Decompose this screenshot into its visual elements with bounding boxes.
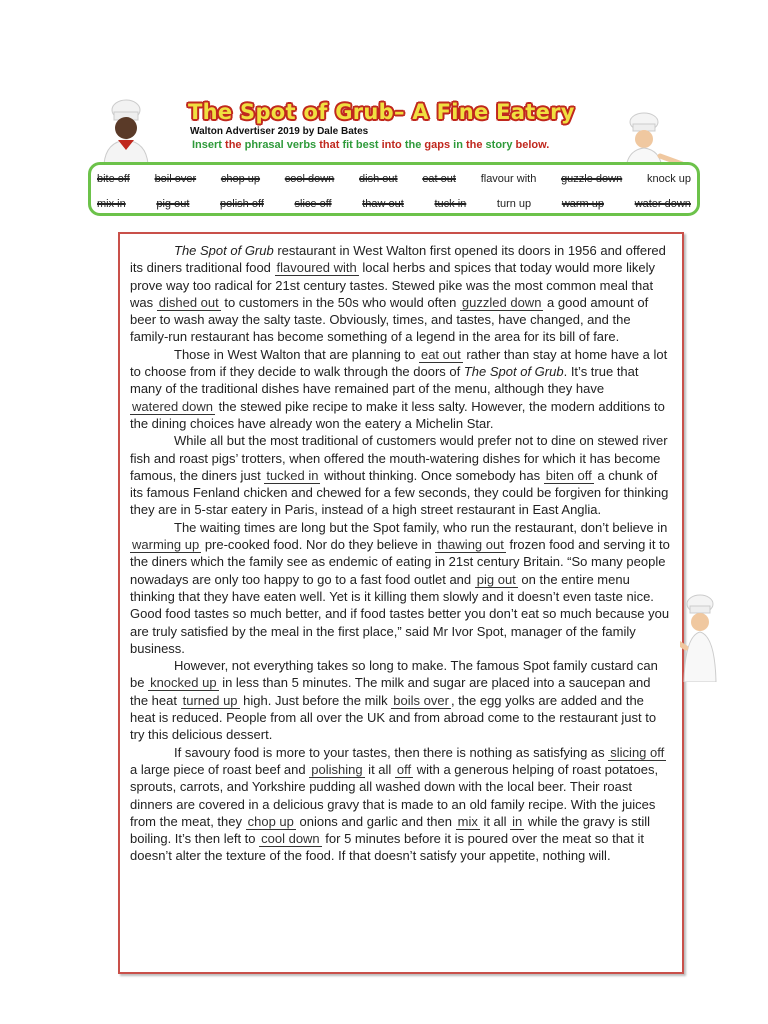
word-bank-item: chop up bbox=[220, 173, 261, 185]
word-bank-item: knock up bbox=[646, 173, 691, 185]
story-box bbox=[118, 232, 684, 974]
word-bank-item: water down bbox=[634, 198, 691, 210]
chef-illustration-right bbox=[604, 112, 684, 168]
word-bank-item: thaw out bbox=[362, 198, 404, 210]
answer-blank[interactable]: thawing out bbox=[437, 537, 504, 553]
word-bank-item: mix in bbox=[97, 198, 126, 210]
chef-illustration-left bbox=[96, 98, 156, 164]
answer-blank[interactable]: off bbox=[396, 761, 412, 777]
word-bank-item: warm up bbox=[561, 198, 604, 210]
story-paragraph: The Spot of Grub restaurant in West Walton first opened its doors in 1956 and offered its diners traditional food flavoured with local herbs and spices that today would more likely prove way too radical for 21st century tastes. Stewed pike was the most common meal that was dished out to customers in the 50s who would often guzzled down a good amount of beer to wash away the salty taste. Obviously, times, and tastes, have changed, and the family-run restaurant has become something of a legend in the area for its bill of fare. bbox=[130, 243, 666, 345]
answer-blank[interactable]: mix bbox=[457, 813, 478, 829]
word-bank-item: cool down bbox=[284, 173, 335, 185]
answer-blank[interactable]: in bbox=[512, 813, 523, 829]
answer-blank[interactable]: dished out bbox=[158, 294, 219, 310]
answer-blank[interactable]: warming up bbox=[132, 537, 200, 553]
word-bank-item: pig out bbox=[156, 198, 190, 210]
answer-blank[interactable]: cool down bbox=[261, 831, 320, 847]
word-bank-item: tuck in bbox=[434, 198, 467, 210]
answer-blank[interactable]: chop up bbox=[247, 813, 294, 829]
answer-blank[interactable]: polishing bbox=[311, 761, 363, 777]
answer-blank[interactable]: guzzled down bbox=[461, 294, 542, 310]
chef-illustration-side bbox=[680, 592, 720, 682]
word-bank-item: bite off bbox=[97, 173, 130, 185]
answer-blank[interactable]: watered down bbox=[132, 398, 213, 414]
word-bank-item: slice off bbox=[294, 198, 332, 210]
page-title: The Spot of Grub– A Fine Eatery bbox=[188, 100, 575, 124]
answer-blank[interactable]: flavoured with bbox=[276, 260, 357, 276]
story-paragraph: Those in West Walton that are planning to eat out rather than stay at home have a lot to choose from if they decide to walk through the doors of The Spot of Grub. It’s true that many of the traditional dishes have remained part of the menu, although they have watered down the stewed pike recipe to make it less salty. However, the modern additions to the dining choices have already won the eatery a Michelin Star. bbox=[130, 346, 668, 431]
story-paragraph: The waiting times are long but the Spot family, who run the restaurant, don’t believe in warming up pre-cooked food. Nor do they believe in thawing out frozen food and serving it to the diners which the family see as endemic of eating in 21st century Britain. “So many people nowadays are only too happy to go to a fast food outlet and pig out on the entire menu thinking that they have eaten well. Yet is it killing them slowly and it doesn’t even taste nice. Good food tastes so much better, and if food tastes better you don’t eat so much because you are truly satisfied by the meal in the first place,” said Mr Ivor Spot, manager of the family business. bbox=[130, 519, 670, 656]
word-bank-row-2 bbox=[97, 198, 691, 210]
story-paragraph: While all but the most traditional of customers would prefer not to dine on stewed river fish and roast pigs’ trotters, when offered the mouth-watering dishes for which it has become famous, the diners just tucked in without thinking. Once somebody has biten off a chunk of its famous Fenland chicken and chewed for a few seconds, they could be forgiven for thinking they are in 5-star eatery in Paris, instead of a high street restaurant in East Anglia. bbox=[130, 433, 669, 518]
word-bank-item: turn up bbox=[496, 198, 532, 210]
story-paragraph: If savoury food is more to your tastes, then there is nothing as satisfying as slicing off a large piece of roast beef and polishing it all off with a generous helping of roast potatoes, sprouts, carrots, and Yorkshire pudding all washed down with the local beer. Their roast dinners are covered in a delicious gravy that is made to an old family recipe. With the juices from the meat, they chop up onions and garlic and then mix it all in while the gravy is still boiling. It’s then left to cool down for 5 minutes before it is poured over the meat so that it doesn’t alter the texture of the food. If that doesn’t satisfy your appetite, nothing will. bbox=[130, 744, 665, 864]
story-text bbox=[130, 242, 670, 865]
word-bank-item: eat out bbox=[422, 173, 456, 185]
story-paragraph: However, not everything takes so long to make. The famous Spot family custard can be knocked up in less than 5 minutes. The milk and sugar are placed into a saucepan and the heat turned up high. Just before the milk boils over , the egg yolks are added and the heat is reduced. People from all over the UK and from abroad come to the restaurant just to try this delicious dessert. bbox=[130, 658, 658, 743]
word-bank-item: flavour with bbox=[480, 173, 537, 185]
instruction-text: Insert the phrasal verbs that fit best into the gaps in the story below. bbox=[192, 139, 550, 151]
answer-blank[interactable]: biten off bbox=[545, 467, 592, 483]
word-bank bbox=[88, 162, 700, 216]
word-bank-item: guzzle down bbox=[561, 173, 623, 185]
word-bank-item: dish out bbox=[359, 173, 398, 185]
word-bank-row-1 bbox=[97, 173, 691, 185]
answer-blank[interactable]: pig out bbox=[476, 571, 516, 587]
answer-blank[interactable]: boils over bbox=[393, 692, 449, 708]
answer-blank[interactable]: tucked in bbox=[266, 467, 319, 483]
answer-blank[interactable]: slicing off bbox=[610, 744, 665, 760]
byline: Walton Advertiser 2019 by Dale Bates bbox=[190, 126, 369, 137]
word-bank-item: boil over bbox=[154, 173, 197, 185]
answer-blank[interactable]: knocked up bbox=[150, 675, 217, 691]
word-bank-item: polish off bbox=[220, 198, 264, 210]
answer-blank[interactable]: eat out bbox=[420, 346, 461, 362]
answer-blank[interactable]: turned up bbox=[182, 692, 238, 708]
